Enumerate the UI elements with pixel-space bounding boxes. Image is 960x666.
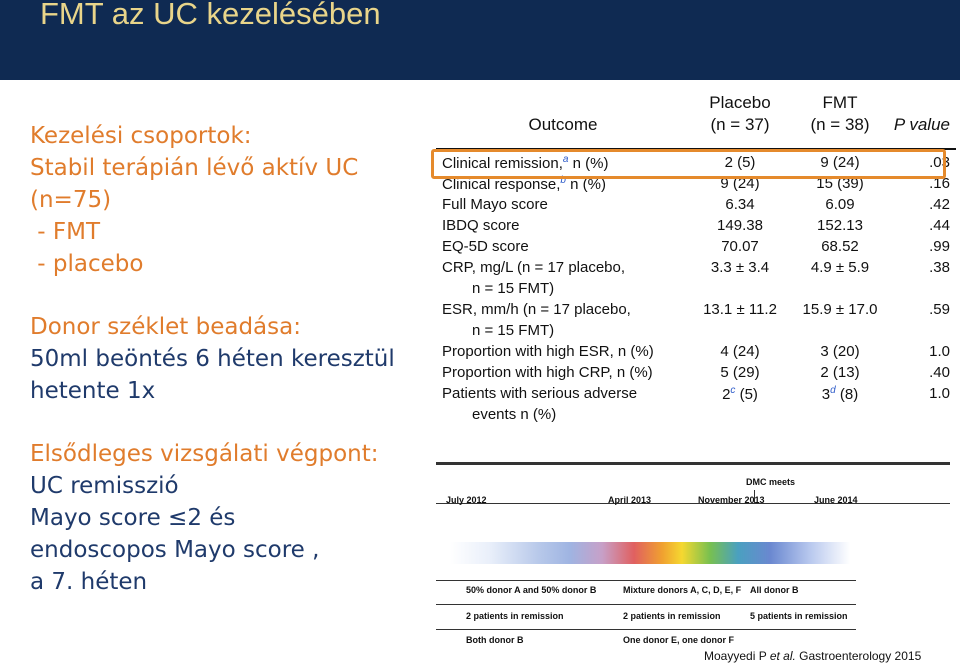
dmc-label: DMC meets <box>746 477 796 487</box>
placebo-cell: 2 (5) <box>690 149 790 175</box>
placebo-cell: 13.1 ± 11.2 <box>703 301 777 318</box>
study-summary <box>30 120 430 629</box>
header-outcome: Outcome <box>528 115 598 134</box>
groups-block <box>30 120 430 280</box>
donor-phase-label: Mixture donors A, C, D, E, F <box>623 585 742 595</box>
placebo-cell: 6.34 <box>725 196 755 213</box>
outcome-unit: n (%) <box>568 155 609 172</box>
endpoint-line-2: Mayo score ≤2 és <box>30 505 236 531</box>
timeline-date: November 2013 <box>698 495 765 505</box>
endpoint-heading: Elsődleges vizsgálati végpont: <box>30 441 379 467</box>
table-header-row <box>436 92 956 149</box>
placebo-cell: 9 (24) <box>720 175 760 192</box>
fmt-cell: 9 (24) <box>790 149 890 175</box>
outcome-cell: Proportion with high CRP, n (%) <box>442 364 653 381</box>
citation-etal: et al. <box>769 649 796 663</box>
footnote-mark: d <box>830 385 836 396</box>
table-row <box>436 196 956 217</box>
outcome-continuation: n = 15 FMT) <box>472 322 555 339</box>
donor-block <box>30 311 430 407</box>
timeline-row-divider <box>436 580 856 581</box>
table-row <box>436 238 956 259</box>
placebo-cell: 4 (24) <box>720 343 760 360</box>
title-divider <box>0 75 960 80</box>
outcome-cell: Proportion with high ESR, n (%) <box>442 343 654 360</box>
p-value-cell: .99 <box>929 238 950 255</box>
footnote-mark: a <box>562 154 569 165</box>
placebo-cell: 149.38 <box>717 217 763 234</box>
endpoint-line-4: a 7. héten <box>30 569 148 595</box>
donor-phase-label: 50% donor A and 50% donor B <box>466 585 597 595</box>
timeline-date: April 2013 <box>608 495 652 505</box>
fmt-cell: 152.13 <box>817 217 863 234</box>
donor-heading: Donor széklet beadása: <box>30 314 301 340</box>
empty-cell <box>690 322 790 343</box>
fmt-cell: 4.9 ± 5.9 <box>810 259 870 276</box>
footnote-mark: b <box>560 175 566 186</box>
footnote-mark: c <box>730 385 736 396</box>
endpoint-line-1: UC remisszió <box>30 473 179 499</box>
fmt-count: 3 <box>821 386 831 403</box>
outcome-text: Clinical response, <box>442 176 561 193</box>
donor-gradient-bar <box>450 542 850 564</box>
outcome-cell: CRP, mg/L (n = 17 placebo, <box>442 259 626 276</box>
table-row <box>436 385 956 406</box>
fmt-cell: 68.52 <box>821 238 859 255</box>
remission-count-label: 2 patients in remission <box>466 611 564 621</box>
header-placebo <box>690 92 790 149</box>
fmt-cell: 2 (13) <box>820 364 860 381</box>
groups-heading: Kezelési csoportok: <box>30 123 252 149</box>
outcomes-table <box>436 92 956 427</box>
citation <box>704 649 921 663</box>
empty-cell <box>890 322 956 343</box>
p-value-cell: .03 <box>890 149 956 175</box>
outcome-cell: EQ-5D score <box>442 238 529 255</box>
remission-donor-label: Both donor B <box>466 635 524 645</box>
remission-donor-label: One donor E, one donor F <box>623 635 734 645</box>
placebo-cell: 70.07 <box>721 238 759 255</box>
header-fmt-n: (n = 38) <box>810 115 870 134</box>
empty-cell <box>890 406 956 427</box>
empty-cell <box>790 280 890 301</box>
p-value-cell: .59 <box>929 301 950 318</box>
fmt-cell: 3 (20) <box>820 343 860 360</box>
p-value-cell: 1.0 <box>929 343 950 360</box>
timeline-top-rule <box>436 462 950 465</box>
empty-cell <box>790 322 890 343</box>
remission-count-label: 2 patients in remission <box>623 611 721 621</box>
study-timeline <box>436 462 950 652</box>
header-fmt <box>790 92 890 149</box>
header-placebo-label: Placebo <box>709 93 771 112</box>
group-placebo: - placebo <box>30 251 144 277</box>
p-value-cell: .42 <box>929 196 950 213</box>
group-fmt: - FMT <box>30 219 101 245</box>
citation-author: Moayyedi P <box>704 649 770 663</box>
p-value-cell: 1.0 <box>929 385 950 402</box>
groups-population: Stabil terápián lévő aktív UC <box>30 155 359 181</box>
timeline-date: July 2012 <box>446 495 487 505</box>
p-value-cell: .16 <box>929 175 950 192</box>
outcome-continuation-cell <box>436 406 690 427</box>
header-placebo-n: (n = 37) <box>710 115 770 134</box>
outcome-continuation: n = 15 FMT) <box>472 280 555 297</box>
fmt-percent: (8) <box>835 386 859 403</box>
empty-cell <box>690 280 790 301</box>
placebo-cell: 3.3 ± 3.4 <box>710 259 770 276</box>
p-value-cell: .38 <box>929 259 950 276</box>
empty-cell <box>690 406 790 427</box>
p-value-cell: .40 <box>929 364 950 381</box>
table-row-continuation <box>436 406 956 427</box>
remission-highlight-box <box>431 149 946 179</box>
p-value-cell: .44 <box>929 217 950 234</box>
table-row <box>436 301 956 322</box>
citation-journal: Gastroenterology 2015 <box>795 649 922 663</box>
table-row <box>436 364 956 385</box>
header-fmt-label: FMT <box>822 93 858 112</box>
outcome-cell: Patients with serious adverse <box>442 385 638 402</box>
groups-n: (n=75) <box>30 187 112 213</box>
table-row <box>436 259 956 280</box>
title-bar <box>0 0 960 75</box>
outcome-continuation-cell <box>436 280 690 301</box>
donor-line-2: hetente 1x <box>30 378 156 404</box>
endpoint-block <box>30 438 430 598</box>
outcome-continuation: events n (%) <box>472 406 557 423</box>
timeline-date: June 2014 <box>814 495 858 505</box>
endpoint-line-3: endoscopos Mayo score , <box>30 537 320 563</box>
donor-phase-label: All donor B <box>750 585 799 595</box>
outcome-cell: Full Mayo score <box>442 196 548 213</box>
fmt-cell: 6.09 <box>825 196 855 213</box>
table-row-continuation <box>436 280 956 301</box>
timeline-axis <box>436 503 950 504</box>
table-row <box>436 217 956 238</box>
fmt-cell <box>790 385 890 406</box>
placebo-percent: (5) <box>735 386 758 403</box>
header-p-value: P value <box>893 115 950 134</box>
placebo-count: 2 <box>722 386 731 403</box>
timeline-row-divider <box>436 604 856 605</box>
fmt-cell: 15 (39) <box>816 175 864 192</box>
timeline-row-divider <box>436 629 856 630</box>
empty-cell <box>890 280 956 301</box>
outcome-continuation-cell <box>436 322 690 343</box>
outcome-cell: IBDQ score <box>442 217 520 234</box>
outcome-cell: ESR, mm/h (n = 17 placebo, <box>442 301 631 318</box>
outcome-unit: n (%) <box>565 176 606 193</box>
placebo-cell <box>690 385 790 406</box>
empty-cell <box>790 406 890 427</box>
table-row <box>436 343 956 364</box>
placebo-cell: 5 (29) <box>720 364 760 381</box>
donor-line-1: 50ml beöntés 6 héten keresztül <box>30 346 395 372</box>
outcome-text: Clinical remission, <box>442 155 563 172</box>
slide-title: FMT az UC kezelésében <box>40 0 381 31</box>
fmt-cell: 15.9 ± 17.0 <box>802 301 878 318</box>
remission-count-label: 5 patients in remission <box>750 611 848 621</box>
table-row-continuation <box>436 322 956 343</box>
